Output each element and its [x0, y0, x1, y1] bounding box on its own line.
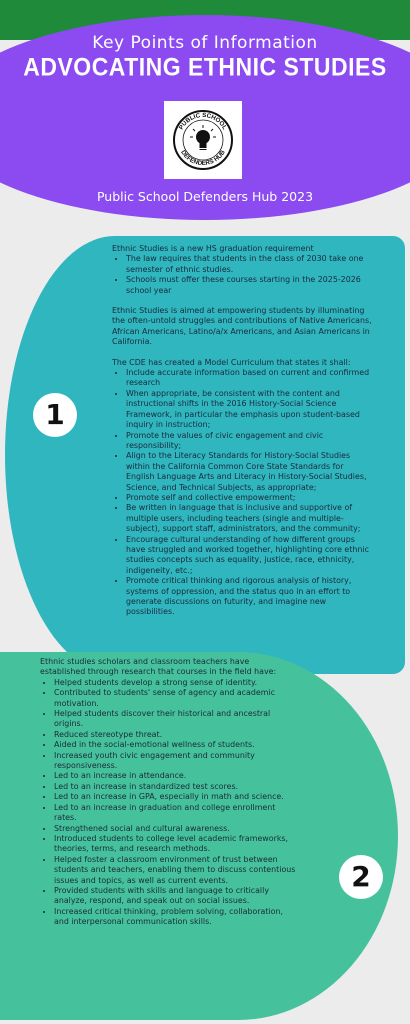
list-item: • Provided students with skills and language to critically analyze, respond, and speak out on social issues.: [54, 886, 296, 907]
list-item: • Increased youth civic engagement and community responsiveness.: [54, 751, 296, 772]
list-item: • Be written in language that is inclusive and supportive of multiple users, including teachers (single and multiple-subject), support staff, administrators, and the community;: [126, 503, 374, 534]
section-2-list: [40, 678, 296, 928]
page-title: ADVOCATING ETHNIC STUDIES: [23, 52, 387, 81]
list-item: • Encourage cultural understanding of how different groups have struggled and worked together, highlighting core ethnic studies concepts such as equality, justice, race, ethnicity, indigeneity, etc.;: [126, 535, 374, 577]
tagline: Public School Defenders Hub 2023: [96, 189, 314, 204]
list-item: • Introduced students to college level academic frameworks, theories, terms, and research methods.: [54, 834, 296, 855]
list-item: • Align to the Literacy Standards for History-Social Studies within the California Common Core State Standards for English Language Arts and Literacy in History-Social Studies, Science, and Technical Subjects, as appropriate;: [126, 451, 374, 493]
section-1-content: [112, 244, 374, 618]
list-item: • Strengthened social and cultural awareness.: [54, 824, 296, 834]
section-1-aim: Ethnic Studies is aimed at empowering students by illuminating the often-untold struggles and contributions of Native Americans, African Americans, Latino/a/x Americans, and Asian Americans in California.: [112, 306, 372, 347]
section-1-cde-list: [112, 368, 374, 618]
kicker-text: Key Points of Information: [92, 33, 318, 53]
logo-emblem: [164, 101, 242, 179]
list-item: • Helped foster a classroom environment of trust between students and teachers, enabling them to discuss contentious issues and topics, as well as current events.: [54, 855, 296, 886]
section-1-number-badge: 1: [33, 393, 77, 437]
list-item: • Led to an increase in graduation and college enrollment rates.: [54, 803, 296, 824]
list-item: • Promote self and collective empowerment;: [126, 493, 374, 503]
section-1-intro: Ethnic Studies is a new HS graduation requirement: [112, 244, 314, 253]
list-item: • Helped students develop a strong sense of identity.: [54, 678, 296, 688]
list-item: • When appropriate, be consistent with the content and instructional shifts in the 2016 History-Social Science Framework, in particular the emphasis upon student-based inquiry in instruction;: [126, 389, 374, 431]
list-item: • Helped students discover their historical and ancestral origins.: [54, 709, 296, 730]
list-item: • Promote the values of civic engagement and civic responsibility;: [126, 431, 374, 452]
list-item: • Led to an increase in standardized test scores.: [54, 782, 296, 792]
list-item: • Include accurate information based on current and confirmed research: [126, 368, 374, 389]
section-1-intro-list: [112, 254, 374, 296]
list-item: • Led to an increase in GPA, especially in math and science.: [54, 792, 296, 802]
list-item: • Promote critical thinking and rigorous analysis of history, systems of oppression, and the status quo in an effort to generate discussions on futurity, and imagine new possibilities.: [126, 576, 374, 618]
logo-text-bottom: DEFENDERS HUB: [179, 149, 227, 168]
logo-text-top: PUBLIC SCHOOL: [177, 111, 229, 132]
list-item: • The law requires that students in the class of 2030 take one semester of ethnic studies.: [126, 254, 374, 275]
section-2-number-badge: 2: [339, 855, 383, 899]
list-item: • Increased critical thinking, problem solving, collaboration, and interpersonal communication skills.: [54, 907, 296, 928]
section-2-intro: Ethnic studies scholars and classroom teachers have established through research that courses in the field have:: [40, 657, 277, 677]
list-item: • Reduced stereotype threat.: [54, 730, 296, 740]
list-item: • Schools must offer these courses starting in the 2025-2026 school year: [126, 275, 374, 296]
list-item: • Aided in the social-emotional wellness of students.: [54, 740, 296, 750]
section-1-cde-intro: The CDE has created a Model Curriculum that states it shall:: [112, 357, 351, 367]
list-item: • Led to an increase in attendance.: [54, 771, 296, 781]
list-item: • Contributed to students' sense of agency and academic motivation.: [54, 688, 296, 709]
section-2-content: [40, 657, 296, 928]
logo: [164, 101, 242, 179]
